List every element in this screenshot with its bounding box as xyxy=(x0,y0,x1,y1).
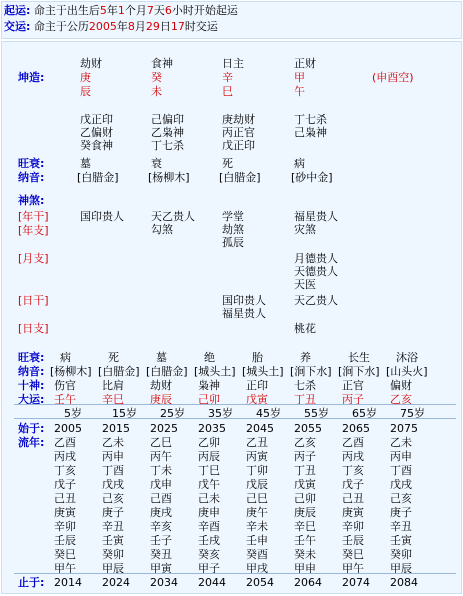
dayun-shishen: 劫财 xyxy=(150,379,172,392)
shensha-row-label: [日干] xyxy=(18,294,49,307)
header-segment: 1 xyxy=(117,4,125,17)
liunian-year: 戊辰 xyxy=(246,478,268,491)
heavenly-stem: 甲 xyxy=(294,71,305,84)
liunian-year: 壬戌 xyxy=(198,534,220,547)
wangshuai-label: 旺衰: xyxy=(18,157,45,170)
header-segment: 命主于公历 xyxy=(33,20,89,33)
jiaoyun-text xyxy=(34,20,218,33)
dayun-age: 5岁 xyxy=(64,407,82,420)
shensha-item: 桃花 xyxy=(294,322,316,335)
liunian-year: 丁酉 xyxy=(390,464,412,477)
shensha-item: 福星贵人 xyxy=(222,307,266,320)
dayun-shishen: 比肩 xyxy=(102,379,124,392)
liunian-year: 己巳 xyxy=(246,492,268,505)
shensha-item: 孤辰 xyxy=(222,236,244,249)
end-year: 2084 xyxy=(390,576,418,589)
dayun-pillar: 戊寅 xyxy=(246,393,268,406)
liunian-year: 戊寅 xyxy=(294,478,316,491)
start-year: 2075 xyxy=(390,422,418,435)
header-segment: 天 xyxy=(153,4,165,17)
end-year: 2044 xyxy=(198,576,226,589)
dayun-wangshuai: 养 xyxy=(300,351,311,364)
shensha-item: 天医 xyxy=(294,278,316,291)
liunian-year: 甲子 xyxy=(198,562,220,575)
header-segment: 17 xyxy=(170,20,185,33)
heavenly-stem: 辛 xyxy=(222,71,233,84)
shensha-item: 国印贵人 xyxy=(222,294,266,307)
row-divider xyxy=(14,418,456,419)
liunian-year: 癸卯 xyxy=(102,548,124,561)
row-divider xyxy=(14,573,456,574)
hidden-stem: 癸食神 xyxy=(80,139,113,152)
liunian-year: 辛未 xyxy=(246,520,268,533)
liunian-year: 丙戌 xyxy=(54,450,76,463)
liunian-year: 甲辰 xyxy=(390,562,412,575)
dayun-pillar: 己卯 xyxy=(198,393,220,406)
liunian-year: 戊戌 xyxy=(102,478,124,491)
ten-god-label: 劫财 xyxy=(80,57,102,70)
qiyun-line xyxy=(4,4,238,17)
liunian-year: 乙亥 xyxy=(294,436,316,449)
dayun-age: 75岁 xyxy=(400,407,425,420)
dayun-age: 65岁 xyxy=(352,407,377,420)
liunian-year: 戊子 xyxy=(54,478,76,491)
liunian-year: 丁未 xyxy=(150,464,172,477)
shensha-item: 天乙贵人 xyxy=(151,210,195,223)
liunian-year: 庚子 xyxy=(102,506,124,519)
dayun-wangshuai: 死 xyxy=(108,351,119,364)
liunian-year: 庚辰 xyxy=(294,506,316,519)
dayun-age: 35岁 xyxy=(208,407,233,420)
dayun-wangshuai: 长生 xyxy=(348,351,370,364)
heavenly-stem: 癸 xyxy=(151,71,162,84)
end-year: 2064 xyxy=(294,576,322,589)
shensha-item: 劫煞 xyxy=(222,223,244,236)
liunian-year: 甲戌 xyxy=(246,562,268,575)
dayun-age: 15岁 xyxy=(112,407,137,420)
liunian-year: 己卯 xyxy=(294,492,316,505)
qiyun-label: 起运: xyxy=(4,4,31,17)
liunian-year: 丙子 xyxy=(294,450,316,463)
xunkong-label: (申酉空) xyxy=(372,71,414,84)
dayun-pillar: 庚辰 xyxy=(150,393,172,406)
liunian-year: 丙申 xyxy=(102,450,124,463)
nayin-value: [砂中金] xyxy=(291,171,333,184)
dayun-age: 25岁 xyxy=(160,407,185,420)
liunian-year: 己酉 xyxy=(150,492,172,505)
dayun-pillar: 丁丑 xyxy=(294,393,316,406)
dayun-nayin: [涧下水] xyxy=(290,365,332,378)
shiyu-label: 始于: xyxy=(18,422,45,435)
wangshuai-value: 病 xyxy=(294,157,305,170)
dayun-nayin: [杨柳木] xyxy=(50,365,92,378)
liunian-year: 壬辰 xyxy=(342,534,364,547)
dayun-shishen: 正官 xyxy=(342,379,364,392)
dayun-pillar: 壬午 xyxy=(54,393,76,406)
liunian-year: 乙酉 xyxy=(342,436,364,449)
shensha-item: 勾煞 xyxy=(151,223,173,236)
liunian-year: 甲午 xyxy=(54,562,76,575)
header-segment: 时交运 xyxy=(184,20,218,33)
wangshuai-value: 衰 xyxy=(151,157,162,170)
liunian-year: 辛丑 xyxy=(102,520,124,533)
shensha-item: 天德贵人 xyxy=(294,265,338,278)
kun-label: 坤造: xyxy=(18,71,45,84)
liunian-year: 癸巳 xyxy=(54,548,76,561)
liunian-year: 乙丑 xyxy=(246,436,268,449)
liunian-year: 壬寅 xyxy=(102,534,124,547)
shensha-item: 天乙贵人 xyxy=(294,294,338,307)
header-segment: 命主于出生后 xyxy=(33,4,100,17)
start-year: 2065 xyxy=(342,422,370,435)
nayin-value: [杨柳木] xyxy=(148,171,190,184)
dayun-label: 大运: xyxy=(18,393,45,406)
liunian-year: 丙午 xyxy=(150,450,172,463)
header-segment: 年 xyxy=(106,4,118,17)
dayun-wangshuai-label: 旺衰: xyxy=(18,351,45,364)
dayun-age: 45岁 xyxy=(256,407,281,420)
hidden-stem: 乙偏财 xyxy=(80,126,113,139)
liunian-year: 辛亥 xyxy=(150,520,172,533)
nayin-label: 纳音: xyxy=(18,171,45,184)
end-year: 2074 xyxy=(342,576,370,589)
liunian-year: 庚寅 xyxy=(54,506,76,519)
ten-god-label: 食神 xyxy=(151,57,173,70)
shensha-row-label: [日支] xyxy=(18,322,49,335)
ten-god-label: 日主 xyxy=(222,57,244,70)
liunian-year: 甲申 xyxy=(294,562,316,575)
dayun-nayin-label: 纳音: xyxy=(18,365,45,378)
hidden-stem: 戊正印 xyxy=(80,113,113,126)
dayun-shishen: 七杀 xyxy=(294,379,316,392)
header-segment: 日 xyxy=(159,20,171,33)
liunian-year: 壬辰 xyxy=(54,534,76,547)
dayun-pillar: 辛巳 xyxy=(102,393,124,406)
header-segment: 7 xyxy=(146,4,154,17)
dayun-pillar: 丙子 xyxy=(342,393,364,406)
liunian-year: 丁巳 xyxy=(198,464,220,477)
liunian-year: 辛卯 xyxy=(54,520,76,533)
liunian-year: 丁酉 xyxy=(102,464,124,477)
liunian-year: 甲辰 xyxy=(102,562,124,575)
liunian-year: 戊子 xyxy=(342,478,364,491)
dayun-wangshuai: 墓 xyxy=(156,351,167,364)
earthly-branch: 午 xyxy=(294,85,305,98)
liunian-year: 癸亥 xyxy=(198,548,220,561)
dayun-wangshuai: 胎 xyxy=(252,351,263,364)
row-divider xyxy=(14,404,456,405)
liunian-year: 戊戌 xyxy=(390,478,412,491)
zhiyu-label: 止于: xyxy=(18,576,45,589)
dayun-nayin: [城头土] xyxy=(194,365,236,378)
liunian-year: 庚午 xyxy=(246,506,268,519)
shensha-row-label: [年支] xyxy=(18,224,49,237)
liunian-year: 辛巳 xyxy=(294,520,316,533)
header-segment: 8 xyxy=(127,20,135,33)
liunian-year: 丙辰 xyxy=(198,450,220,463)
start-year: 2045 xyxy=(246,422,274,435)
liunian-year: 己亥 xyxy=(390,492,412,505)
start-year: 2025 xyxy=(150,422,178,435)
dayun-nayin: [白腊金] xyxy=(146,365,188,378)
hidden-stem: 庚劫财 xyxy=(222,113,255,126)
start-year: 2005 xyxy=(54,422,82,435)
shensha-item: 国印贵人 xyxy=(80,210,124,223)
liunian-year: 戊申 xyxy=(150,478,172,491)
earthly-branch: 未 xyxy=(151,85,162,98)
shensha-item: 月德贵人 xyxy=(294,252,338,265)
liunian-year: 癸未 xyxy=(294,548,316,561)
liunian-year: 辛丑 xyxy=(390,520,412,533)
liunian-year: 庚寅 xyxy=(342,506,364,519)
shensha-item: 灾煞 xyxy=(294,223,316,236)
liunian-year: 丁卯 xyxy=(246,464,268,477)
nayin-value: [白腊金] xyxy=(219,171,261,184)
liunian-year: 丙寅 xyxy=(246,450,268,463)
start-year: 2035 xyxy=(198,422,226,435)
start-year: 2015 xyxy=(102,422,130,435)
liunian-year: 乙卯 xyxy=(198,436,220,449)
end-year: 2024 xyxy=(102,576,130,589)
dayun-age: 55岁 xyxy=(304,407,329,420)
dayun-wangshuai: 沐浴 xyxy=(396,351,418,364)
dayun-nayin: [白腊金] xyxy=(98,365,140,378)
shensha-title: 神煞: xyxy=(18,194,45,207)
shensha-item: 福星贵人 xyxy=(294,210,338,223)
header-segment: 小时开始起运 xyxy=(171,4,238,17)
liunian-year: 戊午 xyxy=(198,478,220,491)
start-year: 2055 xyxy=(294,422,322,435)
hidden-stem: 乙枭神 xyxy=(151,126,184,139)
dayun-shishen: 伤官 xyxy=(54,379,76,392)
dayun-shishen: 正印 xyxy=(246,379,268,392)
liunian-year: 乙未 xyxy=(390,436,412,449)
dayun-wangshuai: 绝 xyxy=(204,351,215,364)
liunian-year: 壬申 xyxy=(246,534,268,547)
end-year: 2014 xyxy=(54,576,82,589)
liunian-year: 癸酉 xyxy=(246,548,268,561)
qiyun-text xyxy=(34,4,238,17)
liunian-year: 癸丑 xyxy=(150,548,172,561)
liunian-label: 流年: xyxy=(18,436,45,449)
header-segment: 2005 xyxy=(88,20,117,33)
dayun-nayin: [城头土] xyxy=(242,365,284,378)
shensha-item: 学堂 xyxy=(222,210,244,223)
liunian-year: 庚子 xyxy=(390,506,412,519)
hidden-stem: 己偏印 xyxy=(151,113,184,126)
ten-god-label: 正财 xyxy=(294,57,316,70)
liunian-year: 庚申 xyxy=(198,506,220,519)
dayun-nayin: [山头火] xyxy=(386,365,428,378)
liunian-year: 庚戌 xyxy=(150,506,172,519)
dayun-shishen: 枭神 xyxy=(198,379,220,392)
header-segment: 29 xyxy=(145,20,160,33)
end-year: 2034 xyxy=(150,576,178,589)
liunian-year: 丙申 xyxy=(390,450,412,463)
shensha-row-label: [年干] xyxy=(18,210,49,223)
header-segment: 6 xyxy=(164,4,172,17)
liunian-year: 甲午 xyxy=(342,562,364,575)
header-segment: 5 xyxy=(99,4,107,17)
liunian-year: 己丑 xyxy=(54,492,76,505)
earthly-branch: 辰 xyxy=(80,85,91,98)
liunian-year: 丁亥 xyxy=(342,464,364,477)
hidden-stem: 丁七杀 xyxy=(294,113,327,126)
jiaoyun-line xyxy=(4,20,218,33)
dayun-wangshuai: 病 xyxy=(60,351,71,364)
liunian-year: 己未 xyxy=(198,492,220,505)
liunian-year: 壬子 xyxy=(150,534,172,547)
liunian-year: 辛卯 xyxy=(342,520,364,533)
liunian-year: 乙酉 xyxy=(54,436,76,449)
wangshuai-value: 死 xyxy=(222,157,233,170)
liunian-year: 壬午 xyxy=(294,534,316,547)
liunian-year: 己亥 xyxy=(102,492,124,505)
wangshuai-value: 墓 xyxy=(80,157,91,170)
liunian-year: 乙未 xyxy=(102,436,124,449)
liunian-year: 癸卯 xyxy=(390,548,412,561)
liunian-year: 癸巳 xyxy=(342,548,364,561)
hidden-stem: 戊正印 xyxy=(222,139,255,152)
dayun-shishen: 偏财 xyxy=(390,379,412,392)
header-segment: 月 xyxy=(134,20,146,33)
liunian-year: 辛酉 xyxy=(198,520,220,533)
liunian-year: 丁丑 xyxy=(294,464,316,477)
header-segment: 个月 xyxy=(124,4,147,17)
liunian-year: 壬寅 xyxy=(390,534,412,547)
jiaoyun-label: 交运: xyxy=(4,20,31,33)
dayun-nayin: [涧下水] xyxy=(338,365,380,378)
dayun-pillar: 乙亥 xyxy=(390,393,412,406)
hidden-stem: 丁七杀 xyxy=(151,139,184,152)
shensha-row-label: [月支] xyxy=(18,252,49,265)
header-segment: 年 xyxy=(116,20,128,33)
liunian-year: 乙巳 xyxy=(150,436,172,449)
nayin-value: [白腊金] xyxy=(77,171,119,184)
liunian-year: 甲寅 xyxy=(150,562,172,575)
dayun-shishen-label: 十神: xyxy=(18,379,45,392)
liunian-year: 丁亥 xyxy=(54,464,76,477)
earthly-branch: 巳 xyxy=(222,85,233,98)
hidden-stem: 丙正官 xyxy=(222,126,255,139)
liunian-year: 己丑 xyxy=(342,492,364,505)
heavenly-stem: 庚 xyxy=(80,71,91,84)
end-year: 2054 xyxy=(246,576,274,589)
liunian-year: 丙戌 xyxy=(342,450,364,463)
hidden-stem: 己枭神 xyxy=(294,126,327,139)
